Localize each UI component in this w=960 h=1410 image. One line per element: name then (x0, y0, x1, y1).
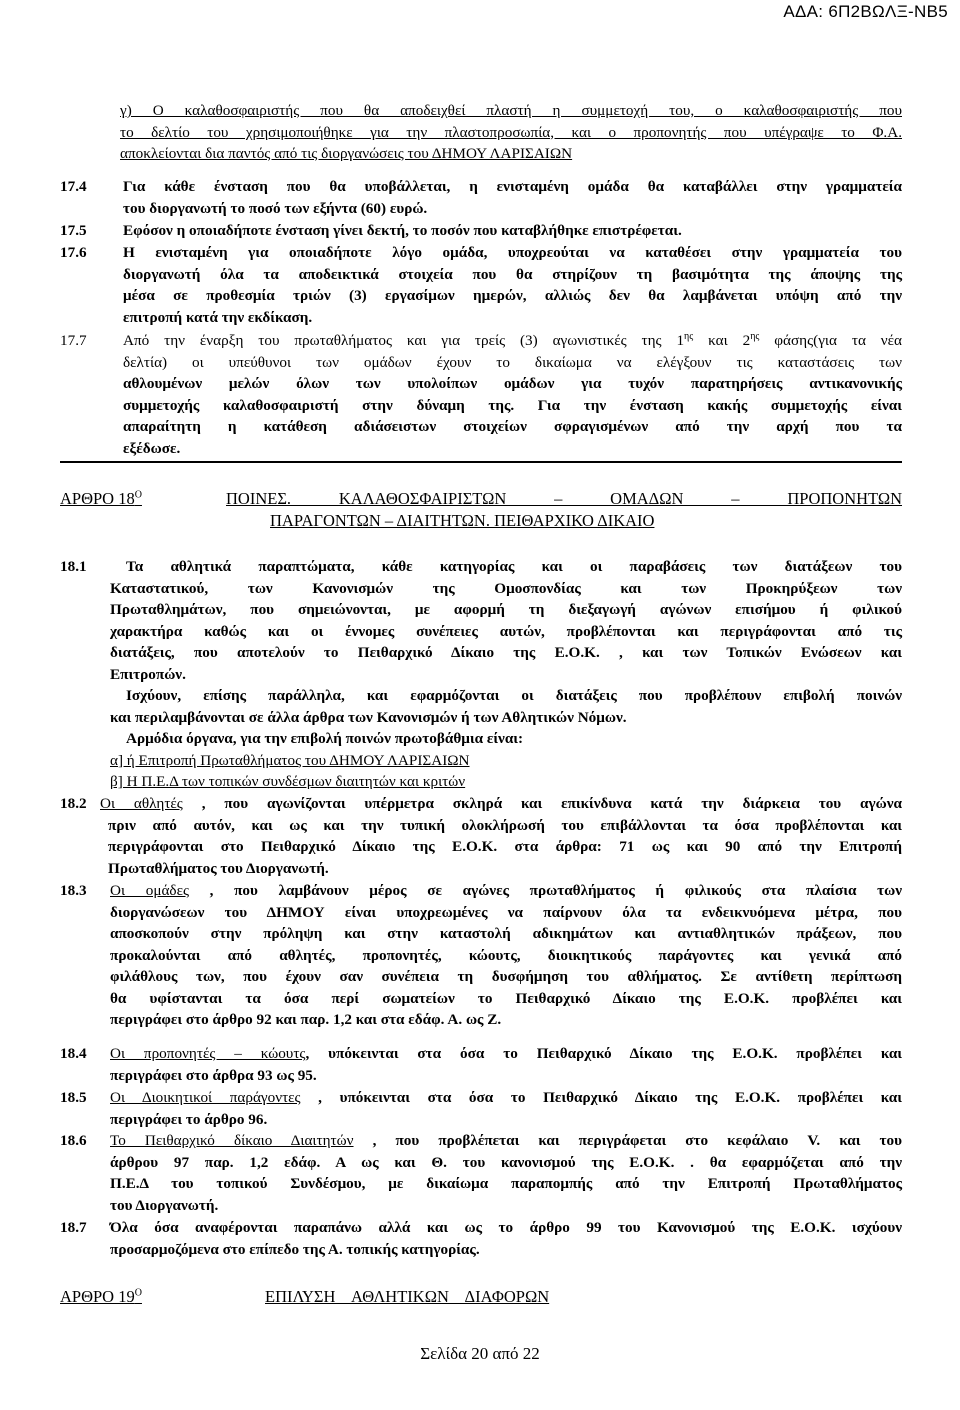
page-number: Σελίδα 20 από 22 (420, 1344, 540, 1363)
text-span: , υπόκεινται στα όσα το Πειθαρχικό Δίκαιο της Ε.Ο.Κ. προβλέπει και (305, 1045, 902, 1062)
text-line: Αρμόδια όργανα, για την επιβολή ποινών πρωτοβάθμια είναι: (126, 730, 524, 747)
text-line: χαρακτήρα καθώς και οι έννομες συνέπειες αυτών, προβλέπονται και περιγράφονται από τις (110, 622, 902, 640)
text-line: Τα αθλητικά παραπτώματα, κάθε κατηγορίας και οι παραβάσεις των διατάξεων του (126, 558, 902, 575)
text-span: , που αγωνίζονται υπέρμετρα σκληρά και επικίνδυνα κατά την διάρκεια του αγώνα (182, 795, 902, 812)
text-span: , που προβλέπεται και περιγράφεται στο κεφάλαιο V. και του (353, 1132, 902, 1149)
article-18-title-2 (270, 510, 654, 532)
section-number: 18.1 (60, 558, 87, 575)
horizontal-rule (60, 461, 902, 463)
article-label-text: ΑΡΘΡΟ 19 (60, 1287, 135, 1306)
subject-term: Το Πειθαρχικό δίκαιο Διαιτητών (110, 1132, 354, 1149)
section-number: 18.4 (60, 1045, 87, 1062)
text-span: φάσης(για τα νέα (759, 332, 902, 349)
text-line (100, 793, 902, 815)
organ-item: α] ή Επιτροπή Πρωταθλήματος του ΔΗΜΟΥ ΛΑΡΙΣΑΙΩΝ (110, 751, 470, 769)
text-line: δελτία) οι υπεύθυνοι των ομάδων έχουν το δικαίωμα να ελέγξουν τις καταστάσεις των (123, 353, 902, 371)
article-18-title (226, 488, 902, 510)
text-line: περιγράφει το άρθρο 96. (110, 1110, 268, 1128)
section-18-7 (110, 1217, 902, 1260)
text-span: Από την έναρξη του πρωταθλήματος και για τρείς (3) αγωνιστικές της 1 (123, 332, 685, 349)
title-line: ΠΑΡΑΓΟΝΤΩΝ – ΔΙΑΙΤΗΤΩΝ. ΠΕΙΘΑΡΧΙΚΟ ΔΙΚΑΙΟ (270, 511, 655, 530)
section-18-1 (110, 556, 902, 793)
article-label-text: ΑΡΘΡΟ 18 (60, 489, 135, 508)
section-number: 17.4 (60, 178, 87, 195)
superscript: ης (684, 330, 694, 342)
text-line: διοργανωτή όλα τα αποδεικτικά στοιχεία που θα στηρίζουν τη βασιμότητα της άποψης της (123, 265, 902, 283)
section-18-5 (110, 1087, 902, 1130)
text-line: αποκλείονται δια παντός από τις διοργανώσεις του ΔΗΜΟΥ ΛΑΡΙΣΑΙΩΝ (120, 145, 573, 162)
text-line: Καταστατικού, των Κανονισμών της Ομοσπονδίας και των Προκηρύξεων των (110, 579, 902, 597)
section-17-4 (123, 176, 902, 219)
section-number: 18.2 (60, 795, 87, 812)
text-line: μέσα σε προθεσμία τριών (3) εργασίμων ημερών, αλλιώς δεν θα λαμβάνεται υπόψη από την (123, 287, 902, 304)
article-18-label (60, 488, 142, 510)
text-line: και περιλαμβάνονται σε άλλα άρθρα των Κανονισμών ή των Αθλητικών Νόμων. (110, 708, 627, 726)
text-line: περιγράφει στο άρθρο 92 και παρ. 1,2 και στα εδάφ. Α. ως Ζ. (110, 1011, 502, 1028)
superscript: Ο (134, 1287, 142, 1299)
text-line (123, 330, 902, 352)
text-line: προσαρμοζόμενα στο επίπεδο της Α. τοπικής κατηγορίας. (110, 1240, 480, 1258)
section-17-7 (123, 330, 902, 459)
text-line: Για κάθε ένσταση που θα υποβάλλεται, η ενισταμένη ομάδα θα καταβάλλει στην γραμματεία (123, 178, 902, 195)
text-line: γ) Ο καλαθοσφαιριστής που θα αποδειχθεί πλαστή η συμμετοχή του, ο καλαθοσφαιριστής που (120, 102, 902, 119)
text-line (110, 1130, 902, 1152)
section-17-6 (123, 242, 902, 328)
text-line: Ισχύουν, επίσης παράλληλα, και εφαρμόζονται οι διατάξεις που προβλέπουν επιβολή ποινών (126, 687, 902, 704)
section-number: 18.6 (60, 1132, 87, 1149)
article-19-label (60, 1286, 142, 1308)
subject-term: Οι προπονητές – κώουτς (110, 1045, 306, 1062)
paragraph-gamma (120, 100, 902, 165)
title-line: ΠΟΙΝΕΣ. ΚΑΛΑΘΟΣΦΑΙΡΙΣΤΩΝ – ΟΜΑΔΩΝ – ΠΡΟΠΟΝΗΤΩΝ (226, 489, 902, 508)
section-18-3 (110, 880, 902, 1031)
text-line: επιτροπή κατά την εκδίκαση. (123, 308, 313, 326)
text-span: , που λαμβάνουν μέρος σε αγώνες πρωταθλήματος ή φιλικούς στα πλαίσια των (188, 882, 903, 899)
text-line: διατάξεις, που αποτελούν το Πειθαρχικό Δίκαιο της Ε.Ο.Κ. , και των Τοπικών Ενώσεων και (110, 644, 902, 661)
section-number: 17.7 (60, 332, 87, 349)
section-18-6 (110, 1130, 902, 1216)
text-line: πριν από αυτόν, και ως και την τυπική ολοκλήρωσή του επιβάλλονται τα όσα προβλέπονται και (108, 816, 902, 834)
subject-term: Οι Διοικητικοί παράγοντες (110, 1089, 301, 1106)
text-line: περιγράφει στο άρθρα 93 ως 95. (110, 1066, 317, 1084)
text-line: φιλάθλους των, που έχουν σαν συνέπεια τη δυσφήμηση του αθλήματος. Σε αντίθετη περίπτωση (110, 968, 902, 985)
ada-code: ΑΔΑ: 6Π2ΒΩΛΞ-ΝΒ5 (783, 2, 948, 21)
text-line: περιγράφονται στο Πειθαρχικό Δίκαιο της Ε.Ο.Κ. στα άρθρα: 71 ως και 90 από την Επιτροπή (108, 838, 902, 855)
section-18-2 (100, 793, 902, 879)
text-line: Π.Ε.Δ του τοπικού Συνδέσμου, με δικαίωμα παραπομπής από την Επιτροπή Πρωταθλήματος (110, 1175, 902, 1192)
subject-term: Οι αθλητές (100, 795, 183, 812)
text-line: Η ενισταμένη για οποιαδήποτε λόγο ομάδα, υποχρεούται να καταθέσει στην γραμματεία του (123, 244, 902, 261)
text-line (110, 880, 902, 902)
text-line: αποσκοπούν στην πρόληψη και στην καταστολή αδικημάτων και αντιαθλητικών πράξεων, που (110, 925, 902, 942)
section-number: 17.5 (60, 222, 87, 239)
section-number: 17.6 (60, 244, 87, 261)
text-line: Εφόσον η οποιαδήποτε ένσταση γίνει δεκτή, το ποσόν που καταβλήθηκε επιστρέφεται. (123, 222, 682, 239)
text-line (110, 1043, 902, 1065)
text-line: συμμετοχής καλαθοσφαιριστή στην δύναμη της. Για την ένσταση κακής συμμετοχής είναι (123, 396, 902, 414)
text-line: απαραίτητη η κατάθεση αδιάσειστων στοιχείων σφραγισμένων από την αρχή που τα (123, 418, 902, 435)
superscript: ης (750, 330, 760, 342)
section-18-4 (110, 1043, 902, 1086)
section-number: 18.5 (60, 1089, 87, 1106)
text-line: αθλουμένων μελών όλων των υπολοίπων ομάδων για τυχόν παρατηρήσεις αντικανονικής (123, 375, 902, 392)
superscript: Ο (134, 489, 142, 501)
article-19-title: ΕΠΙΛΥΣΗ ΑΘΛΗΤΙΚΩΝ ΔΙΑΦΟΡΩΝ (265, 1287, 550, 1306)
text-line: διοργανώσεων του ΔΗΜΟΥ είναι υποχρεωμένες να παίρνουν όλα τα ενδεικνυόμενα μέτρα, που (110, 903, 902, 921)
text-line: του διοργανωτή το ποσό των εξήντα (60) ευρώ. (123, 199, 428, 217)
text-line: εξέδωσε. (123, 439, 181, 457)
section-number: 18.3 (60, 882, 87, 899)
organ-item: β] Η Π.Ε.Δ των τοπικών συνδέσμων διαιτητών και κριτών (110, 773, 466, 790)
text-line: Πρωταθλήματος του Διοργανωτή. (108, 859, 329, 877)
text-line (110, 1087, 902, 1109)
text-line: το δελτίο του χρησιμοποιήθηκε για την πλαστοπροσωπία, και ο προπονητής που υπέγραψε το Φ.Α. (120, 123, 902, 141)
subject-term: Οι ομάδες (110, 882, 189, 899)
text-line: άρθρου 97 παρ. 1,2 εδάφ. Α ως και Θ. του κανονισμού της Ε.Ο.Κ. . θα εφαρμόζεται από την (110, 1153, 902, 1171)
text-line: του Διοργανωτή. (110, 1196, 219, 1214)
section-number: 18.7 (60, 1219, 87, 1236)
text-line: θα υφίστανται τα όσα περί σωματείων το Πειθαρχικό Δίκαιο της Ε.Ο.Κ. προβλέπει και (110, 989, 902, 1007)
text-span: και 2 (693, 332, 751, 349)
text-span: , υπόκεινται στα όσα το Πειθαρχικό Δίκαιο της Ε.Ο.Κ. προβλέπει και (300, 1089, 902, 1106)
text-line: Πρωταθλημάτων, που σημειώνονται, με αφορμή τη διεξαγωγή αγώνων επισήμου ή φιλικού (110, 601, 902, 618)
text-line: Επιτροπών. (110, 665, 186, 683)
section-17-5 (123, 220, 902, 242)
text-line: προκαλούνται από αθλητές, προπονητές, κώουτς, διοικητικούς παράγοντες και γενικά από (110, 946, 902, 964)
text-line: Όλα όσα αναφέρονται παραπάνω αλλά και ως το άρθρο 99 του Κανονισμού της Ε.Ο.Κ. ισχύουν (110, 1219, 902, 1236)
